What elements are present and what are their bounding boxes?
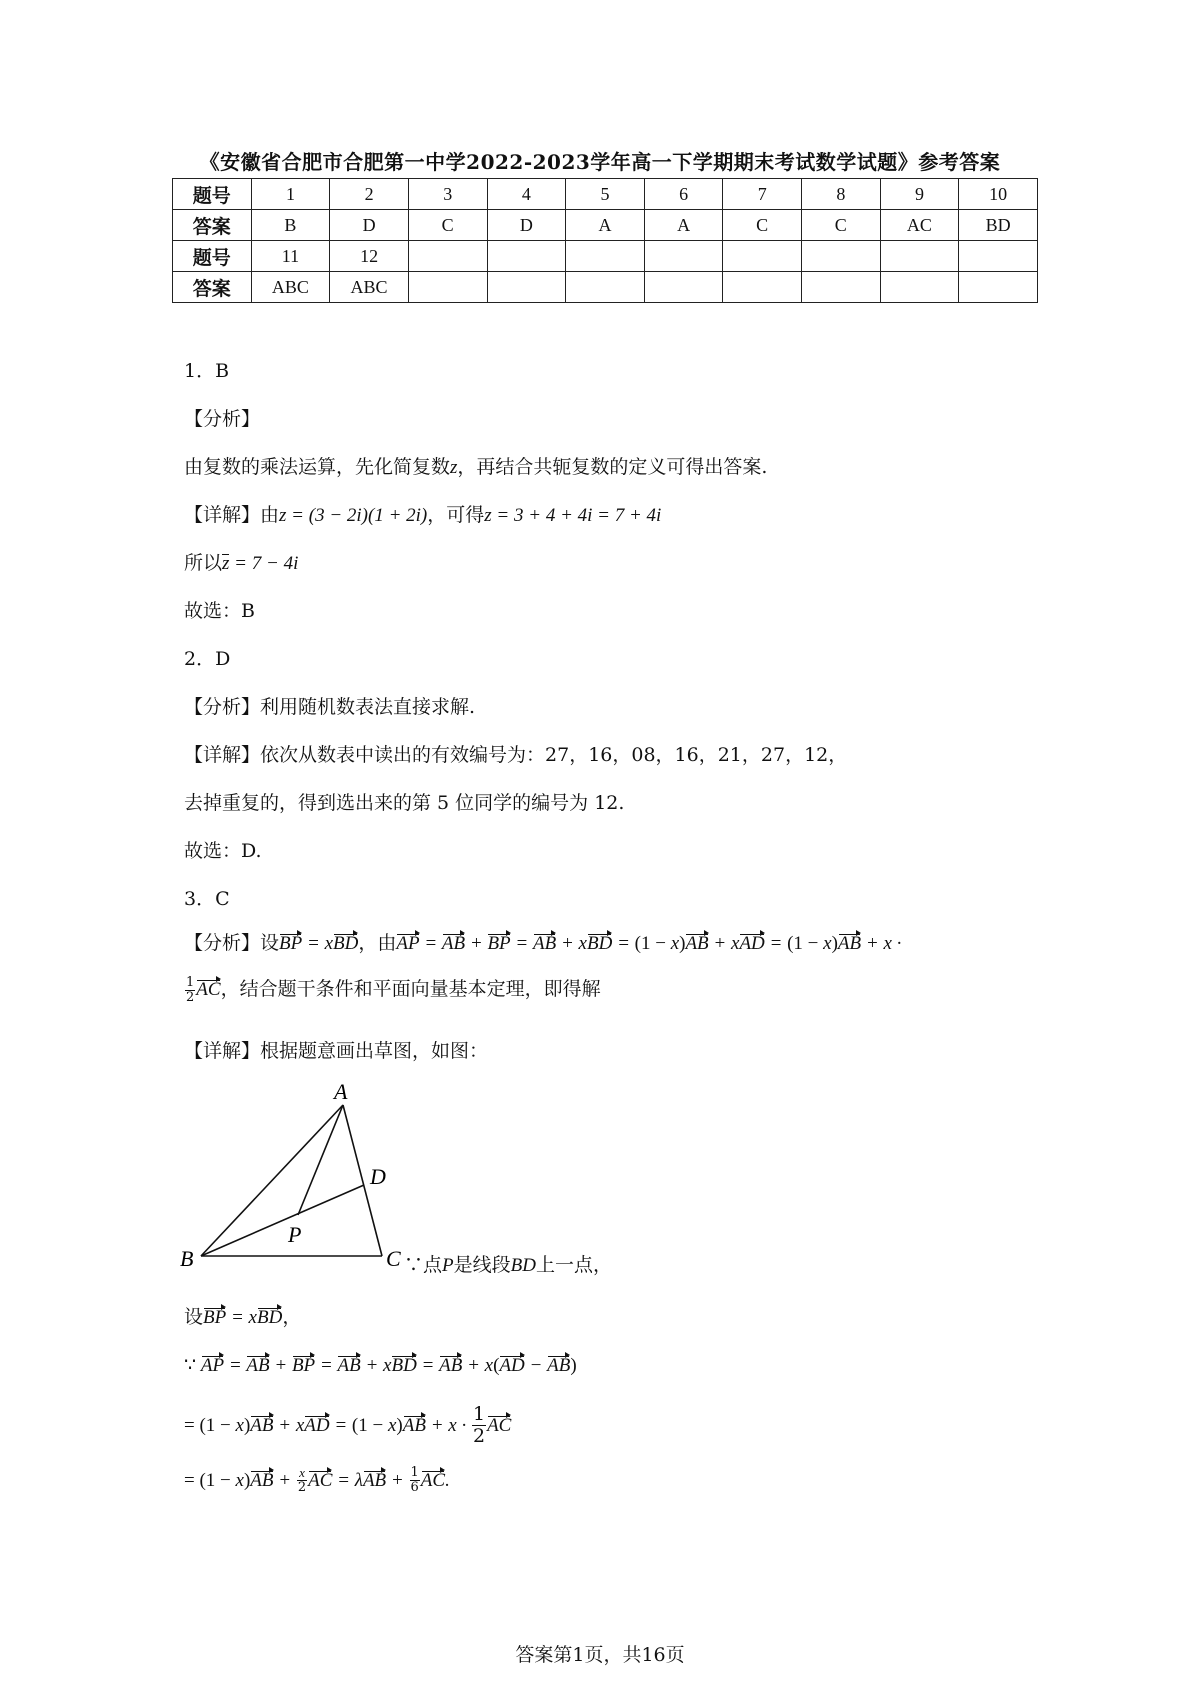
q1-detail-eq1: z = (3 − 2i)(1 + 2i) bbox=[279, 505, 428, 526]
answer-table bbox=[172, 178, 1038, 303]
table-cell bbox=[408, 272, 487, 303]
q2-analysis-text: 利用随机数表法直接求解. bbox=[260, 696, 476, 718]
q1-detail-eq2: z = 3 + 4 + 4i = 7 + 4i bbox=[484, 505, 662, 526]
q1-analysis-text-a: 由复数的乘法运算，先化简复数 bbox=[184, 456, 451, 478]
page-footer: 答案第1页，共16页 bbox=[515, 1644, 685, 1666]
q1-detail-tag: 【详解】 bbox=[184, 504, 261, 526]
table-cell: 1 bbox=[251, 179, 330, 210]
q3-point-text-b: 是线段 bbox=[453, 1254, 511, 1276]
q1-heading: 1．B bbox=[184, 360, 230, 382]
fraction-one-half: $\frac{1}{2}$ bbox=[186, 974, 195, 1005]
q1-choice: 故选：B bbox=[184, 600, 255, 622]
q1-conj-value: = 7 − 4i bbox=[229, 553, 299, 574]
q3-eq-line-2 bbox=[184, 1404, 511, 1447]
label-a: A bbox=[334, 1080, 348, 1104]
q1-conj-z: z bbox=[222, 553, 230, 574]
q3-detail-text: 根据题意画出草图，如图： bbox=[260, 1040, 489, 1062]
segment-ba bbox=[201, 1105, 343, 1256]
segment-ap bbox=[298, 1105, 343, 1215]
q3-point-statement bbox=[404, 1250, 612, 1277]
label-p: P bbox=[288, 1222, 302, 1247]
q3-set-text: 设 bbox=[184, 1306, 204, 1328]
q3-analysis bbox=[184, 928, 901, 955]
table-cell: AC bbox=[880, 210, 959, 241]
q3-eq-line-1 bbox=[184, 1354, 577, 1377]
table-cell: 6 bbox=[644, 179, 723, 210]
table-cell: B bbox=[251, 210, 330, 241]
label-d: D bbox=[370, 1164, 386, 1189]
table-header-cell: 答案 bbox=[173, 210, 252, 241]
table-cell: 10 bbox=[959, 179, 1038, 210]
q1-conjugate bbox=[184, 548, 298, 575]
q3-analysis-eq2: AP = AB + BP = AB + xBD = (1 − x)AB + xAD = (1 − x)AB + x · bbox=[396, 933, 902, 954]
table-row bbox=[173, 210, 1038, 241]
table-cell: BD bbox=[959, 210, 1038, 241]
q1-analysis-z: z bbox=[450, 457, 458, 478]
table-cell: C bbox=[408, 210, 487, 241]
fraction-one-sixth: $\frac{1}{6}$ bbox=[410, 1465, 419, 1495]
table-cell bbox=[723, 241, 802, 272]
q3-eq-1: AP = AB + BP = AB + xBD = AB + x(AD − AB) bbox=[200, 1355, 577, 1376]
page-title: 《安徽省合肥市合肥第一中学2022-2023学年高一下学期期末考试数学试题》参考答案 bbox=[199, 150, 1001, 174]
table-cell: ABC bbox=[251, 272, 330, 303]
table-cell bbox=[802, 272, 881, 303]
q2-detail-tag: 【详解】 bbox=[184, 744, 261, 766]
q3-eq-line-3 bbox=[184, 1466, 450, 1495]
fraction-one-half-large: $\frac{1}{2}$ bbox=[472, 1403, 486, 1447]
table-cell: D bbox=[330, 210, 409, 241]
label-b: B bbox=[180, 1246, 194, 1271]
table-cell bbox=[723, 272, 802, 303]
table-cell: 8 bbox=[802, 179, 881, 210]
table-cell: D bbox=[487, 210, 566, 241]
q3-eq-3: = (1 − x)AB + bbox=[184, 1469, 296, 1491]
q3-point-text-c: 上一点， bbox=[535, 1254, 612, 1276]
q3-eq-2: = (1 − x)AB + xAD = (1 − x)AB + x · bbox=[184, 1414, 471, 1436]
table-cell bbox=[644, 272, 723, 303]
table-cell: A bbox=[566, 210, 645, 241]
q3-eq-3-ac: AC. bbox=[420, 1469, 450, 1491]
table-cell bbox=[408, 241, 487, 272]
q3-analysis-text-a: 设 bbox=[260, 932, 280, 954]
table-cell bbox=[487, 241, 566, 272]
table-header-cell: 答案 bbox=[173, 272, 252, 303]
table-cell: 9 bbox=[880, 179, 959, 210]
table-cell bbox=[566, 241, 645, 272]
q1-detail-text-a: 由 bbox=[260, 504, 280, 526]
q3-point-p: P bbox=[442, 1255, 454, 1276]
q3-set-line bbox=[184, 1302, 301, 1329]
table-cell: 11 bbox=[251, 241, 330, 272]
table-row bbox=[173, 179, 1038, 210]
q2-heading: 2．D bbox=[184, 648, 231, 670]
q3-analysis-eq1: BP = xBD bbox=[279, 933, 359, 954]
q3-point-bd: BD bbox=[510, 1255, 536, 1276]
q1-detail-text-b: ，可得 bbox=[427, 504, 485, 526]
q3-analysis-text-c: ， bbox=[220, 978, 240, 1000]
q3-analysis-tag: 【分析】 bbox=[184, 932, 261, 954]
q1-conj-text: 所以 bbox=[184, 552, 223, 574]
q3-eq-2-ac: AC bbox=[487, 1414, 512, 1436]
q3-vec-ac: AC bbox=[196, 979, 221, 1000]
because-symbol: ∵ bbox=[184, 1354, 197, 1376]
table-cell: 4 bbox=[487, 179, 566, 210]
q2-detail bbox=[184, 740, 847, 767]
q2-analysis-tag: 【分析】 bbox=[184, 696, 261, 718]
q3-detail-tag: 【详解】 bbox=[184, 1040, 261, 1062]
q3-set-comma: ， bbox=[282, 1306, 302, 1328]
triangle-figure bbox=[180, 1080, 420, 1280]
q1-analysis bbox=[184, 452, 767, 479]
table-header-cell: 题号 bbox=[173, 179, 252, 210]
q3-detail bbox=[184, 1036, 488, 1063]
fraction-x-half: $\frac{x}{2}$ bbox=[297, 1465, 307, 1495]
table-cell: 5 bbox=[566, 179, 645, 210]
q3-analysis-text-d: 结合题干条件和平面向量基本定理，即得解 bbox=[239, 978, 601, 1000]
table-header-cell: 题号 bbox=[173, 241, 252, 272]
q2-analysis bbox=[184, 692, 475, 719]
q2-detail-text: 依次从数表中读出的有效编号为：27，16，08，16，21，27，12， bbox=[260, 744, 848, 766]
table-cell: A bbox=[644, 210, 723, 241]
q1-analysis-text-b: ，再结合共轭复数的定义可得出答案. bbox=[457, 456, 768, 478]
q3-point-text-a: ∵点 bbox=[404, 1254, 443, 1276]
table-cell bbox=[880, 241, 959, 272]
table-row bbox=[173, 272, 1038, 303]
table-row bbox=[173, 241, 1038, 272]
table-cell: C bbox=[723, 210, 802, 241]
table-cell bbox=[566, 272, 645, 303]
q3-eq-3-part2: AC = λAB + bbox=[308, 1469, 409, 1491]
table-cell bbox=[802, 241, 881, 272]
table-cell: 7 bbox=[723, 179, 802, 210]
q3-heading: 3．C bbox=[184, 888, 230, 910]
segment-bd bbox=[201, 1185, 364, 1256]
table-cell bbox=[959, 241, 1038, 272]
q2-detail-2: 去掉重复的，得到选出来的第 5 位同学的编号为 12. bbox=[184, 792, 625, 814]
table-cell: ABC bbox=[330, 272, 409, 303]
table-cell: 3 bbox=[408, 179, 487, 210]
table-cell bbox=[487, 272, 566, 303]
q1-detail bbox=[184, 500, 661, 527]
q1-analysis-tag: 【分析】 bbox=[184, 408, 261, 430]
table-cell: 12 bbox=[330, 241, 409, 272]
table-cell: 2 bbox=[330, 179, 409, 210]
table-cell bbox=[959, 272, 1038, 303]
q3-set-eq: BP = xBD bbox=[203, 1307, 283, 1328]
q3-analysis-text-b: ，由 bbox=[358, 932, 397, 954]
q3-analysis-cont bbox=[184, 974, 601, 1005]
table-cell bbox=[644, 241, 723, 272]
table-cell: C bbox=[802, 210, 881, 241]
q2-choice: 故选：D. bbox=[184, 840, 262, 862]
table-cell bbox=[880, 272, 959, 303]
label-c: C bbox=[386, 1246, 401, 1271]
